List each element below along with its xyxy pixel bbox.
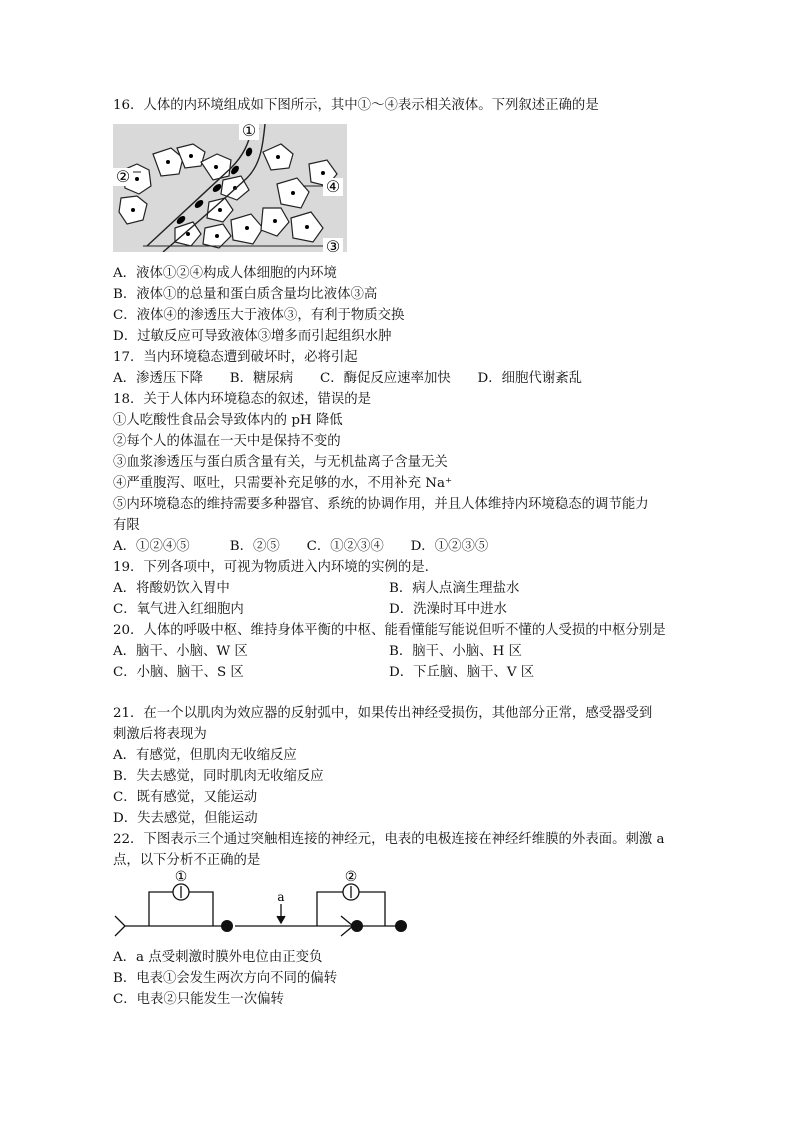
q22-stem-line1: 22．下图表示三个通过突触相连接的神经元，电表的电极连接在神经纤维膜的外表面。刺激 a: [113, 832, 665, 847]
q22-stem-line2: 点，以下分析不正确的是: [113, 853, 261, 868]
q17-options: A．渗透压下降 B．糖尿病 C．酶促反应速率加快 D．细胞代谢紊乱: [113, 371, 582, 386]
q20-option-c: C．小脑、脑干、S 区: [113, 665, 244, 680]
q18-item-5-cont: 有限: [113, 518, 140, 533]
q22-option-a: A．a 点受刺激时膜外电位由正变负: [113, 950, 323, 965]
q16-option-c: C．液体④的渗透压大于液体③，有利于物质交换: [113, 308, 405, 323]
q20-option-d: D．下丘脑、脑干、V 区: [389, 665, 535, 680]
q22-option-b: B．电表①会发生两次方向不同的偏转: [113, 971, 338, 986]
q16-stem: 16．人体的内环境组成如下图所示，其中①～④表示相关液体。下列叙述正确的是: [113, 98, 599, 113]
q18-options: A．①②④⑤ B．②⑤ C．①②③④ D．①②③⑤: [113, 539, 489, 554]
q18-item-1: ①人吃酸性食品会导致体内的 pH 降低: [113, 413, 343, 428]
tissue-fluid-labels: [113, 122, 363, 256]
q18-item-4: ④严重腹泻、呕吐，只需要补充足够的水，不用补充 Na⁺: [113, 476, 453, 491]
q16-option-b: B．液体①的总量和蛋白质含量均比液体③高: [113, 287, 378, 302]
q18-item-2: ②每个人的体温在一天中是保持不变的: [113, 434, 341, 449]
synapse-bulb-1: [221, 920, 233, 932]
q21-stem-line1: 21．在一个以肌肉为效应器的反射弧中，如果传出神经受损伤，其他部分正常，感受器受到: [113, 706, 653, 721]
q19-option-d: D．洗澡时耳中进水: [389, 602, 507, 617]
q19-stem: 19．下列各项中，可视为物质进入内环境的实例的是.: [113, 560, 429, 575]
q20-stem: 20．人体的呼吸中枢、维持身体平衡的中枢、能看懂能写能说但听不懂的人受损的中枢分别是: [113, 623, 666, 638]
q18-stem: 18．关于人体内环境稳态的叙述，错误的是: [113, 392, 372, 407]
q18-item-5: ⑤内环境稳态的维持需要多种器官、系统的协调作用，并且人体维持内环境稳态的调节能力: [113, 497, 649, 512]
q21-stem-line2: 刺激后将表现为: [113, 727, 207, 742]
synapse-bulb-2: [351, 920, 363, 932]
q17-stem: 17．当内环境稳态遭到破坏时，必将引起: [113, 350, 358, 365]
q21-option-d: D．失去感觉，但能运动: [113, 811, 258, 826]
q21-option-c: C．既有感觉，又能运动: [113, 790, 258, 805]
neuron-circuit-diagram: [113, 870, 413, 940]
q16-option-a: A．液体①②④构成人体细胞的内环境: [113, 266, 337, 281]
q19-option-a: A．将酸奶饮入胃中: [113, 581, 230, 596]
meter-1-label: ①: [174, 870, 188, 885]
q20-option-a: A．脑干、小脑、W 区: [113, 644, 248, 659]
label-fluid-1: ①: [241, 121, 257, 140]
label-fluid-3: ③: [325, 237, 341, 256]
q16-option-d: D．过敏反应可导致液体③增多而引起组织水肿: [113, 329, 392, 344]
label-fluid-4: ④: [325, 177, 341, 196]
point-a-label: a: [277, 890, 285, 904]
q19-option-c: C．氧气进入红细胞内: [113, 602, 244, 617]
q22-option-c: C．电表②只能发生一次偏转: [113, 992, 284, 1007]
q21-option-a: A．有感觉，但肌肉无收缩反应: [113, 748, 297, 763]
synapse-bulb-3: [395, 920, 407, 932]
q19-option-b: B．病人点滴生理盐水: [389, 581, 520, 596]
label-fluid-2: ②: [115, 167, 131, 186]
q21-option-b: B．失去感觉，同时肌肉无收缩反应: [113, 769, 324, 784]
meter-2-label: ②: [344, 870, 358, 885]
q18-item-3: ③血浆渗透压与蛋白质含量有关，与无机盐离子含量无关: [113, 455, 448, 470]
q20-option-b: B．脑干、小脑、H 区: [389, 644, 522, 659]
